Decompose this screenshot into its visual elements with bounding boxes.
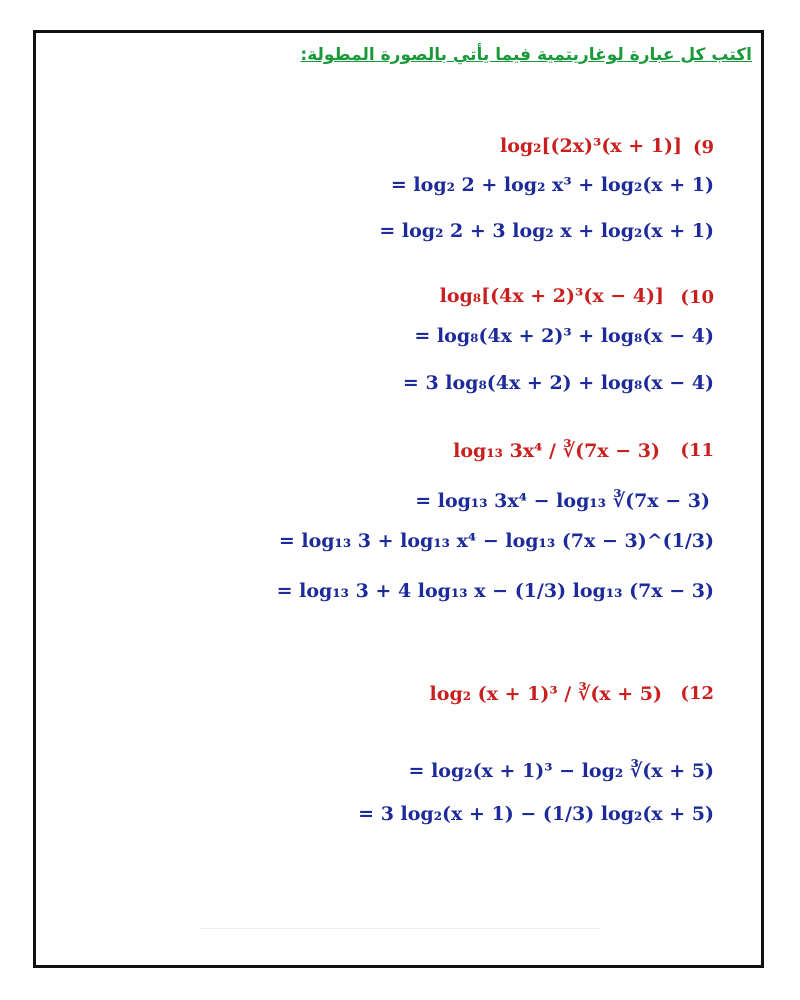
problem-9-expression: log₂[(2x)³(x + 1)] bbox=[499, 135, 682, 157]
problem-10-step-2: = 3 log₈(4x + 2) + log₈(x − 4) bbox=[402, 372, 714, 394]
problem-9-number: (9 bbox=[692, 137, 714, 158]
problem-9-step-2: = log₂ 2 + 3 log₂ x + log₂(x + 1) bbox=[379, 220, 714, 242]
footer-divider bbox=[200, 928, 600, 929]
problem-12-expression: log₂ (x + 1)³ / ∛(x + 5) bbox=[429, 683, 662, 705]
problem-11-number: (11 bbox=[680, 440, 714, 461]
problem-12-step-1: = log₂(x + 1)³ − log₂ ∛(x + 5) bbox=[408, 760, 714, 782]
problem-10-step-1: = log₈(4x + 2)³ + log₈(x − 4) bbox=[414, 325, 714, 347]
problem-10-number: (10 bbox=[680, 287, 714, 308]
problem-11-step-2: = log₁₃ 3 + log₁₃ x⁴ − log₁₃ (7x − 3)^(1/3) bbox=[278, 530, 714, 552]
exercise-title: اكتب كل عبارة لوغاريتمية فيما يأتي بالصورة المطولة: bbox=[300, 45, 752, 65]
problem-9-step-1: = log₂ 2 + log₂ x³ + log₂(x + 1) bbox=[390, 174, 714, 196]
problem-12-step-2: = 3 log₂(x + 1) − (1/3) log₂(x + 5) bbox=[358, 803, 714, 825]
problem-12-number: (12 bbox=[680, 683, 714, 704]
problem-11-step-1: = log₁₃ 3x⁴ − log₁₃ ∛(7x − 3) bbox=[415, 490, 710, 512]
problem-11-expression: log₁₃ 3x⁴ / ∛(7x − 3) bbox=[453, 440, 660, 462]
problem-10-expression: log₈[(4x + 2)³(x − 4)] bbox=[439, 285, 664, 307]
problem-11-step-3: = log₁₃ 3 + 4 log₁₃ x − (1/3) log₁₃ (7x − 3) bbox=[276, 580, 714, 602]
